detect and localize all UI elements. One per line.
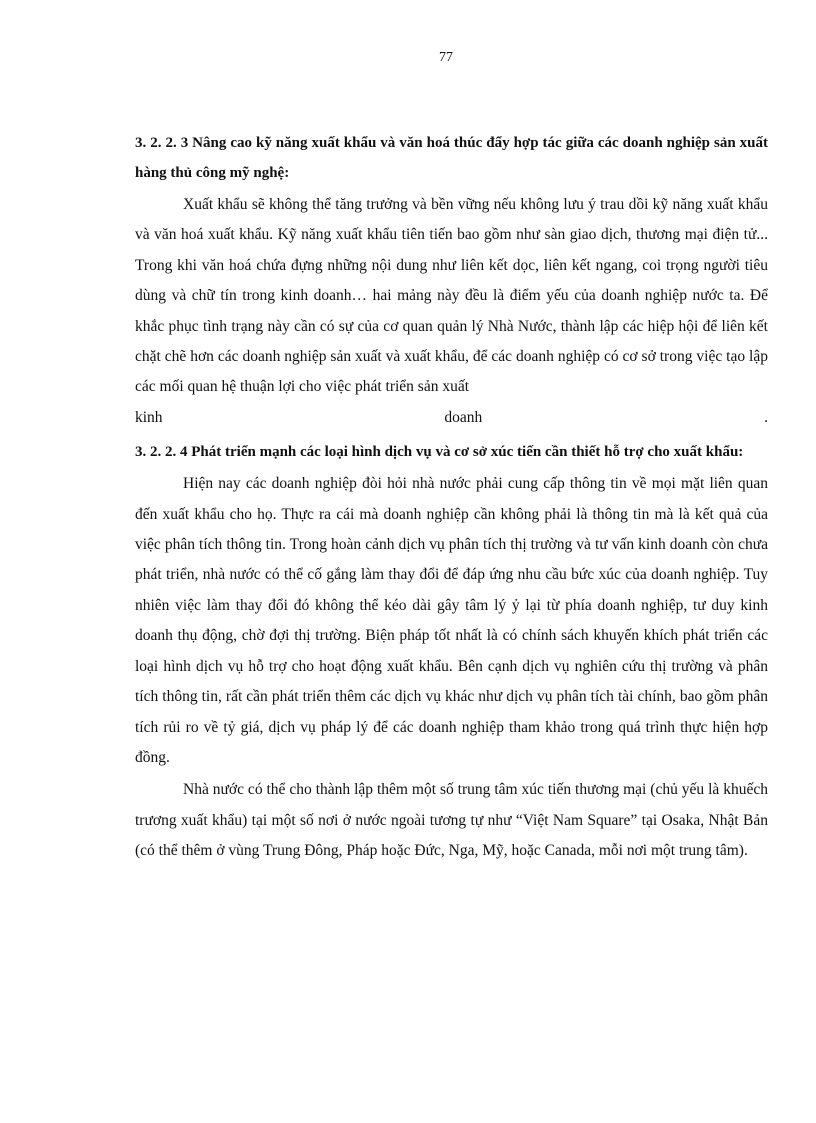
document-body	[135, 128, 768, 867]
spread-word: kinh	[135, 408, 163, 426]
body-paragraph: Hiện nay các doanh nghiệp đòi hỏi nhà nước phải cung cấp thông tin về mọi mặt liên quan đến xuất khẩu cho họ. Thực ra cái mà doanh nghiệp cần không phải là thông tin mà là kết quả của việc phân tích thông tin. Trong hoàn cảnh dịch vụ phân tích thị trường và tư vấn kinh doanh còn chưa phát triển, nhà nước có thể cố gắng làm thay đổi để đáp ứng nhu cầu bức xúc của doanh nghiệp. Tuy nhiên việc làm thay đổi đó không thể kéo dài gây tâm lý ỷ lại từ phía doanh nghiệp, tư duy kinh doanh thụ động, chờ đợi thị trường. Biện pháp tốt nhất là có chính sách khuyến khích phát triển các loại hình dịch vụ hỗ trợ cho hoạt động xuất khẩu. Bên cạnh dịch vụ nghiên cứu thị trường và phân tích thông tin, rất cần phát triển thêm các dịch vụ khác như dịch vụ phân tích tài chính, bao gồm phân tích rủi ro về tỷ giá, dịch vụ pháp lý để các doanh nghiệp tham khảo trong quá trình thực hiện hợp đồng.	[135, 475, 768, 766]
section-heading: 3. 2. 2. 4 Phát triển mạnh các loại hình dịch vụ và cơ sở xúc tiến cần thiết hỗ trợ cho xuất khẩu:	[135, 444, 744, 461]
spread-word: doanh	[444, 408, 483, 426]
body-paragraph: Xuất khẩu sẽ không thể tăng trưởng và bền vững nếu không lưu ý trau dồi kỹ năng xuất khẩu và văn hoá xuất khẩu. Kỹ năng xuất khẩu tiên tiến bao gồm như sàn giao dịch, thương mại điện tử... Trong khi văn hoá chứa đựng những nội dung như liên kết dọc, liên kết ngang, coi trọng người tiêu dùng và chữ tín trong kinh doanh… hai mảng này đều là điểm yếu của doanh nghiệp nước ta. Để khắc phục tình trạng này cần có sự của cơ quan quản lý Nhà Nước, thành lập các hiệp hội để liên kết chặt chẽ hơn các doanh nghiệp sản xuất và xuất khẩu, để các doanh nghiệp có cơ sở trong việc tạo lập các mối quan hệ thuận lợi cho việc phát triển sản xuất	[135, 196, 768, 396]
spread-line	[135, 403, 768, 433]
body-paragraph: Nhà nước có thể cho thành lập thêm một số trung tâm xúc tiến thương mại (chủ yếu là khuếch trương xuất khẩu) tại một số nơi ở nước ngoài tương tự như “Việt Nam Square” tại Osaka, Nhật Bản (có thể thêm ở vùng Trung Đông, Pháp hoặc Đức, Nga, Mỹ, hoặc Canada, mỗi nơi một trung tâm).	[135, 781, 768, 860]
spread-period: .	[764, 408, 768, 426]
section-heading: 3. 2. 2. 3 Nâng cao kỹ năng xuất khẩu và văn hoá thúc đẩy hợp tác giữa các doanh nghiệp sản xuất hàng thủ công mỹ nghệ:	[135, 135, 768, 181]
page-number: 77	[439, 50, 453, 65]
